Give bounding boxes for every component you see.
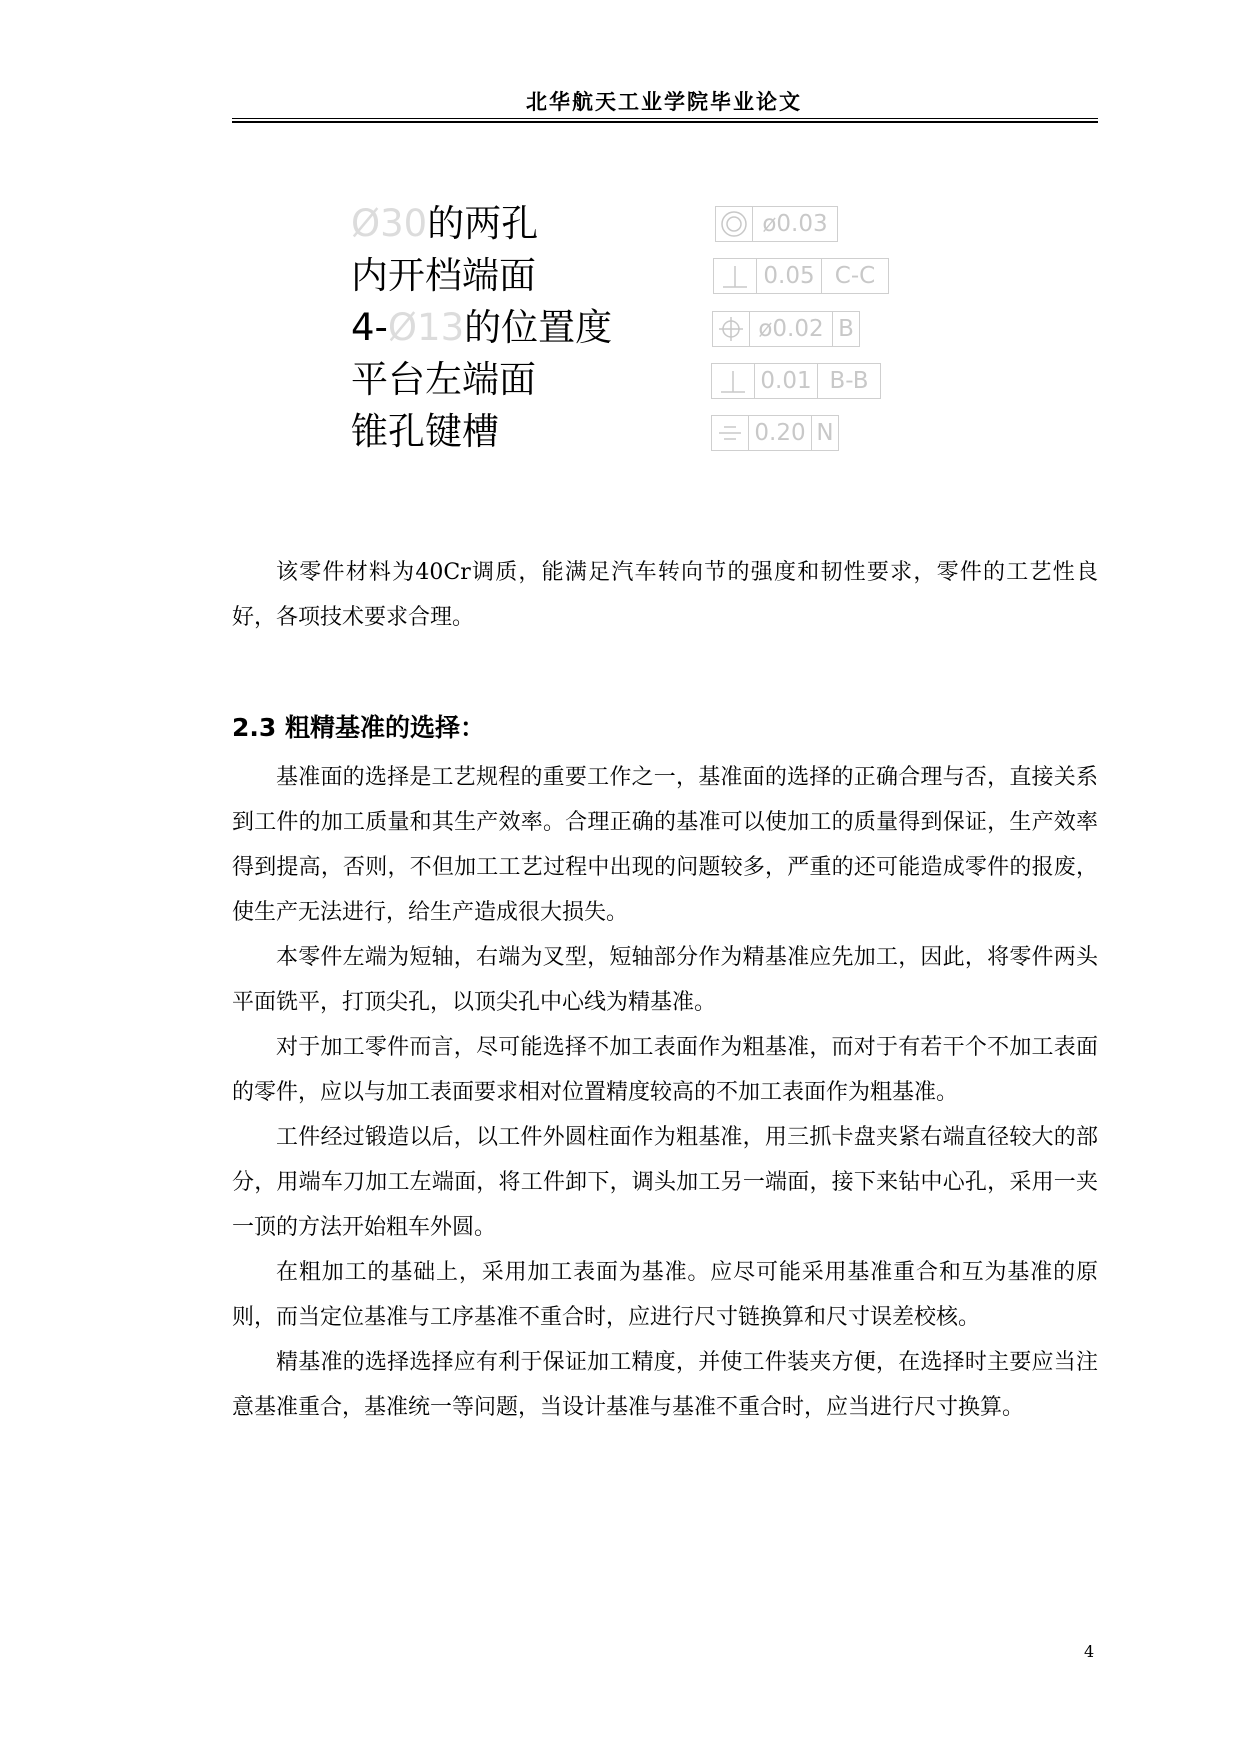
- requirement-label: [351, 250, 612, 302]
- position-icon: [713, 312, 750, 346]
- label-prefix: 4-: [351, 306, 388, 349]
- paragraph: 该零件材料为40Cr调质，能满足汽车转向节的强度和韧性要求，零件的工艺性良好，各项技术要求合理。: [232, 560, 1098, 630]
- section-heading: 2.3 粗精基准的选择：: [232, 713, 485, 742]
- section-body: [232, 755, 1098, 1430]
- header-rule-thick: [232, 121, 1098, 123]
- page-number: 4: [1084, 1642, 1095, 1661]
- tolerance-value: 0.05: [757, 259, 822, 293]
- datum-reference: B: [838, 316, 854, 342]
- tolerance-value: 0.20: [749, 416, 812, 450]
- requirement-label: [351, 198, 612, 250]
- feature-control-frame-position: [712, 311, 860, 347]
- paragraph: 精基准的选择选择应有利于保证加工精度，并使工件装夹方便，在选择时主要应当注意基准重合，基准统一等问题，当设计基准与基准不重合时，应当进行尺寸换算。: [232, 1350, 1098, 1420]
- perpendicularity-icon: [714, 259, 757, 293]
- symmetry-icon: [712, 416, 749, 450]
- label-text: 内开档端面: [351, 254, 536, 297]
- requirement-label: [351, 354, 612, 406]
- header-rule: [232, 118, 1098, 119]
- paragraph: 工件经过锻造以后，以工件外圆柱面作为粗基准，用三抓卡盘夹紧右端直径较大的部分，用端车刀加工左端面，将工件卸下，调头加工另一端面，接下来钻中心孔，采用一夹一顶的方法开始粗车外圆。: [232, 1125, 1098, 1240]
- datum-reference: C-C: [834, 263, 876, 289]
- intro-text: [232, 550, 1098, 640]
- tolerance-value: 0.01: [755, 364, 818, 398]
- feature-control-frame-symmetry: [711, 415, 839, 451]
- feature-control-frame-concentricity: [715, 206, 838, 242]
- concentricity-icon: [716, 207, 753, 241]
- requirement-label: [351, 406, 612, 458]
- datum-reference: B-B: [829, 368, 869, 394]
- header-title: 北华航天工业学院毕业论文: [526, 89, 802, 114]
- label-text: 平台左端面: [351, 358, 536, 401]
- label-text: 的位置度: [464, 306, 613, 349]
- paragraph: 对于加工零件而言，尽可能选择不加工表面作为粗基准，而对于有若干个不加工表面的零件，应以与加工表面要求相对位置精度较高的不加工表面作为粗基准。: [232, 1035, 1098, 1105]
- label-text: 的两孔: [427, 202, 539, 245]
- diameter-label: Ø13: [387, 306, 465, 349]
- paragraph: 在粗加工的基础上，采用加工表面为基准。应尽可能采用基准重合和互为基准的原则，而当定位基准与工序基准不重合时，应进行尺寸链换算和尺寸误差校核。: [232, 1260, 1098, 1330]
- feature-control-frame-perpendicularity: [711, 363, 881, 399]
- perpendicularity-icon: [712, 364, 755, 398]
- paragraph: 本零件左端为短轴，右端为叉型，短轴部分作为精基准应先加工，因此，将零件两头平面铣平，打顶尖孔，以顶尖孔中心线为精基准。: [232, 945, 1098, 1015]
- tolerance-value: ø0.03: [762, 211, 828, 237]
- tolerance-value: ø0.02: [750, 312, 833, 346]
- datum-reference: N: [816, 420, 834, 446]
- diameter-label: Ø30: [351, 202, 428, 245]
- tolerance-requirements-list: [351, 198, 612, 458]
- requirement-label: [351, 302, 612, 354]
- paragraph: 基准面的选择是工艺规程的重要工作之一，基准面的选择的正确合理与否，直接关系到工件的加工质量和其生产效率。合理正确的基准可以使加工的质量得到保证，生产效率得到提高，否则，不但加工工艺过程中出现的问题较多，严重的还可能造成零件的报废，使生产无法进行，给生产造成很大损失。: [232, 765, 1098, 925]
- feature-control-frame-perpendicularity: [713, 258, 889, 294]
- label-text: 锥孔键槽: [351, 410, 499, 453]
